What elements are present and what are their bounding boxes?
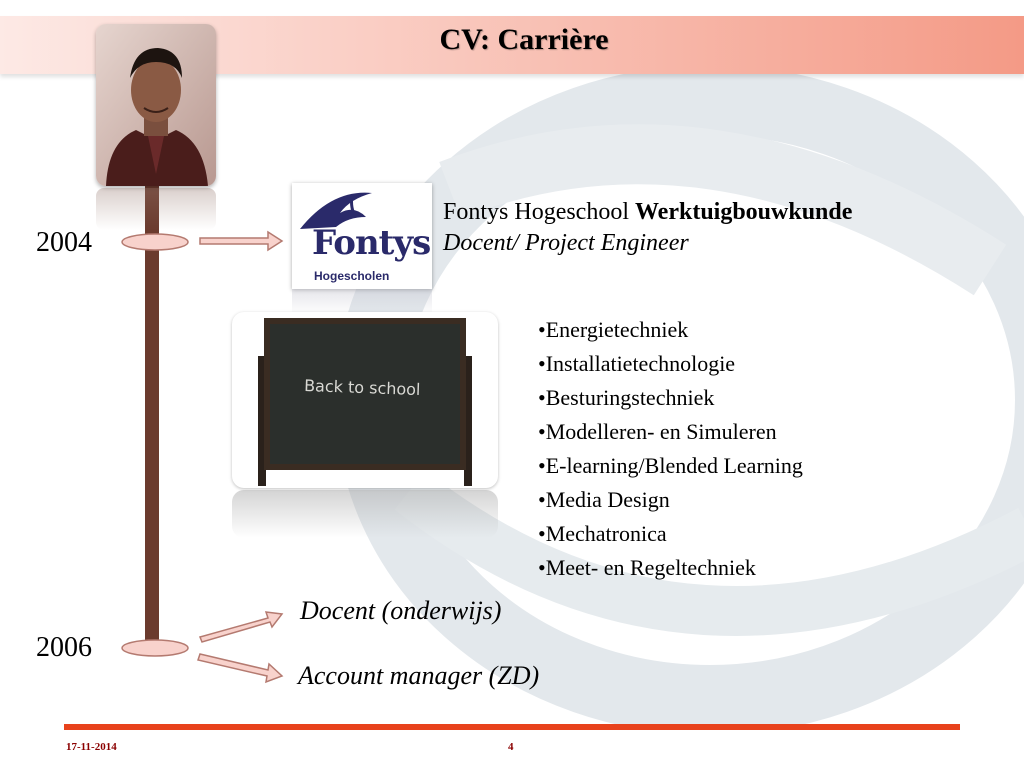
footer-date: 17-11-2014 — [66, 741, 117, 753]
portrait-photo — [96, 24, 216, 186]
footer-divider — [64, 724, 960, 730]
arrow-2004 — [110, 225, 290, 257]
list-item: •Modelleren- en Simuleren — [538, 419, 777, 444]
page-number: 4 — [508, 741, 514, 753]
portrait-reflection — [96, 188, 216, 230]
employer-department: Werktuigbouwkunde — [635, 199, 853, 225]
chalkboard-image — [232, 312, 498, 488]
arrows-2006 — [110, 604, 290, 688]
chalkboard-text: Back to school — [303, 376, 421, 400]
subject-list — [538, 313, 803, 585]
job-role: Docent/ Project Engineer — [443, 230, 689, 256]
list-item: •Energietechniek — [538, 317, 689, 342]
fontys-logo-subtitle: Hogescholen — [314, 269, 390, 283]
list-item: •Installatietechnologie — [538, 351, 736, 376]
list-item: •E-learning/Blended Learning — [538, 453, 803, 478]
chalkboard-reflection — [232, 490, 498, 538]
role-docent: Docent (onderwijs) — [300, 596, 502, 625]
list-item: •Media Design — [538, 487, 670, 512]
employer-name: Fontys Hogeschool — [443, 199, 635, 225]
slide-title: CV: Carrière — [439, 23, 609, 56]
fontys-logo-word: Fontys — [312, 223, 431, 263]
list-item: •Besturingstechniek — [538, 385, 715, 410]
year-2006: 2006 — [36, 632, 92, 663]
list-item: •Meet- en Regeltechniek — [538, 555, 756, 580]
job-2004 — [443, 197, 852, 259]
list-item: •Mechatronica — [538, 521, 667, 546]
role-account-manager: Account manager (ZD) — [298, 661, 540, 690]
fontys-logo — [292, 183, 432, 289]
year-2004: 2004 — [36, 227, 92, 258]
